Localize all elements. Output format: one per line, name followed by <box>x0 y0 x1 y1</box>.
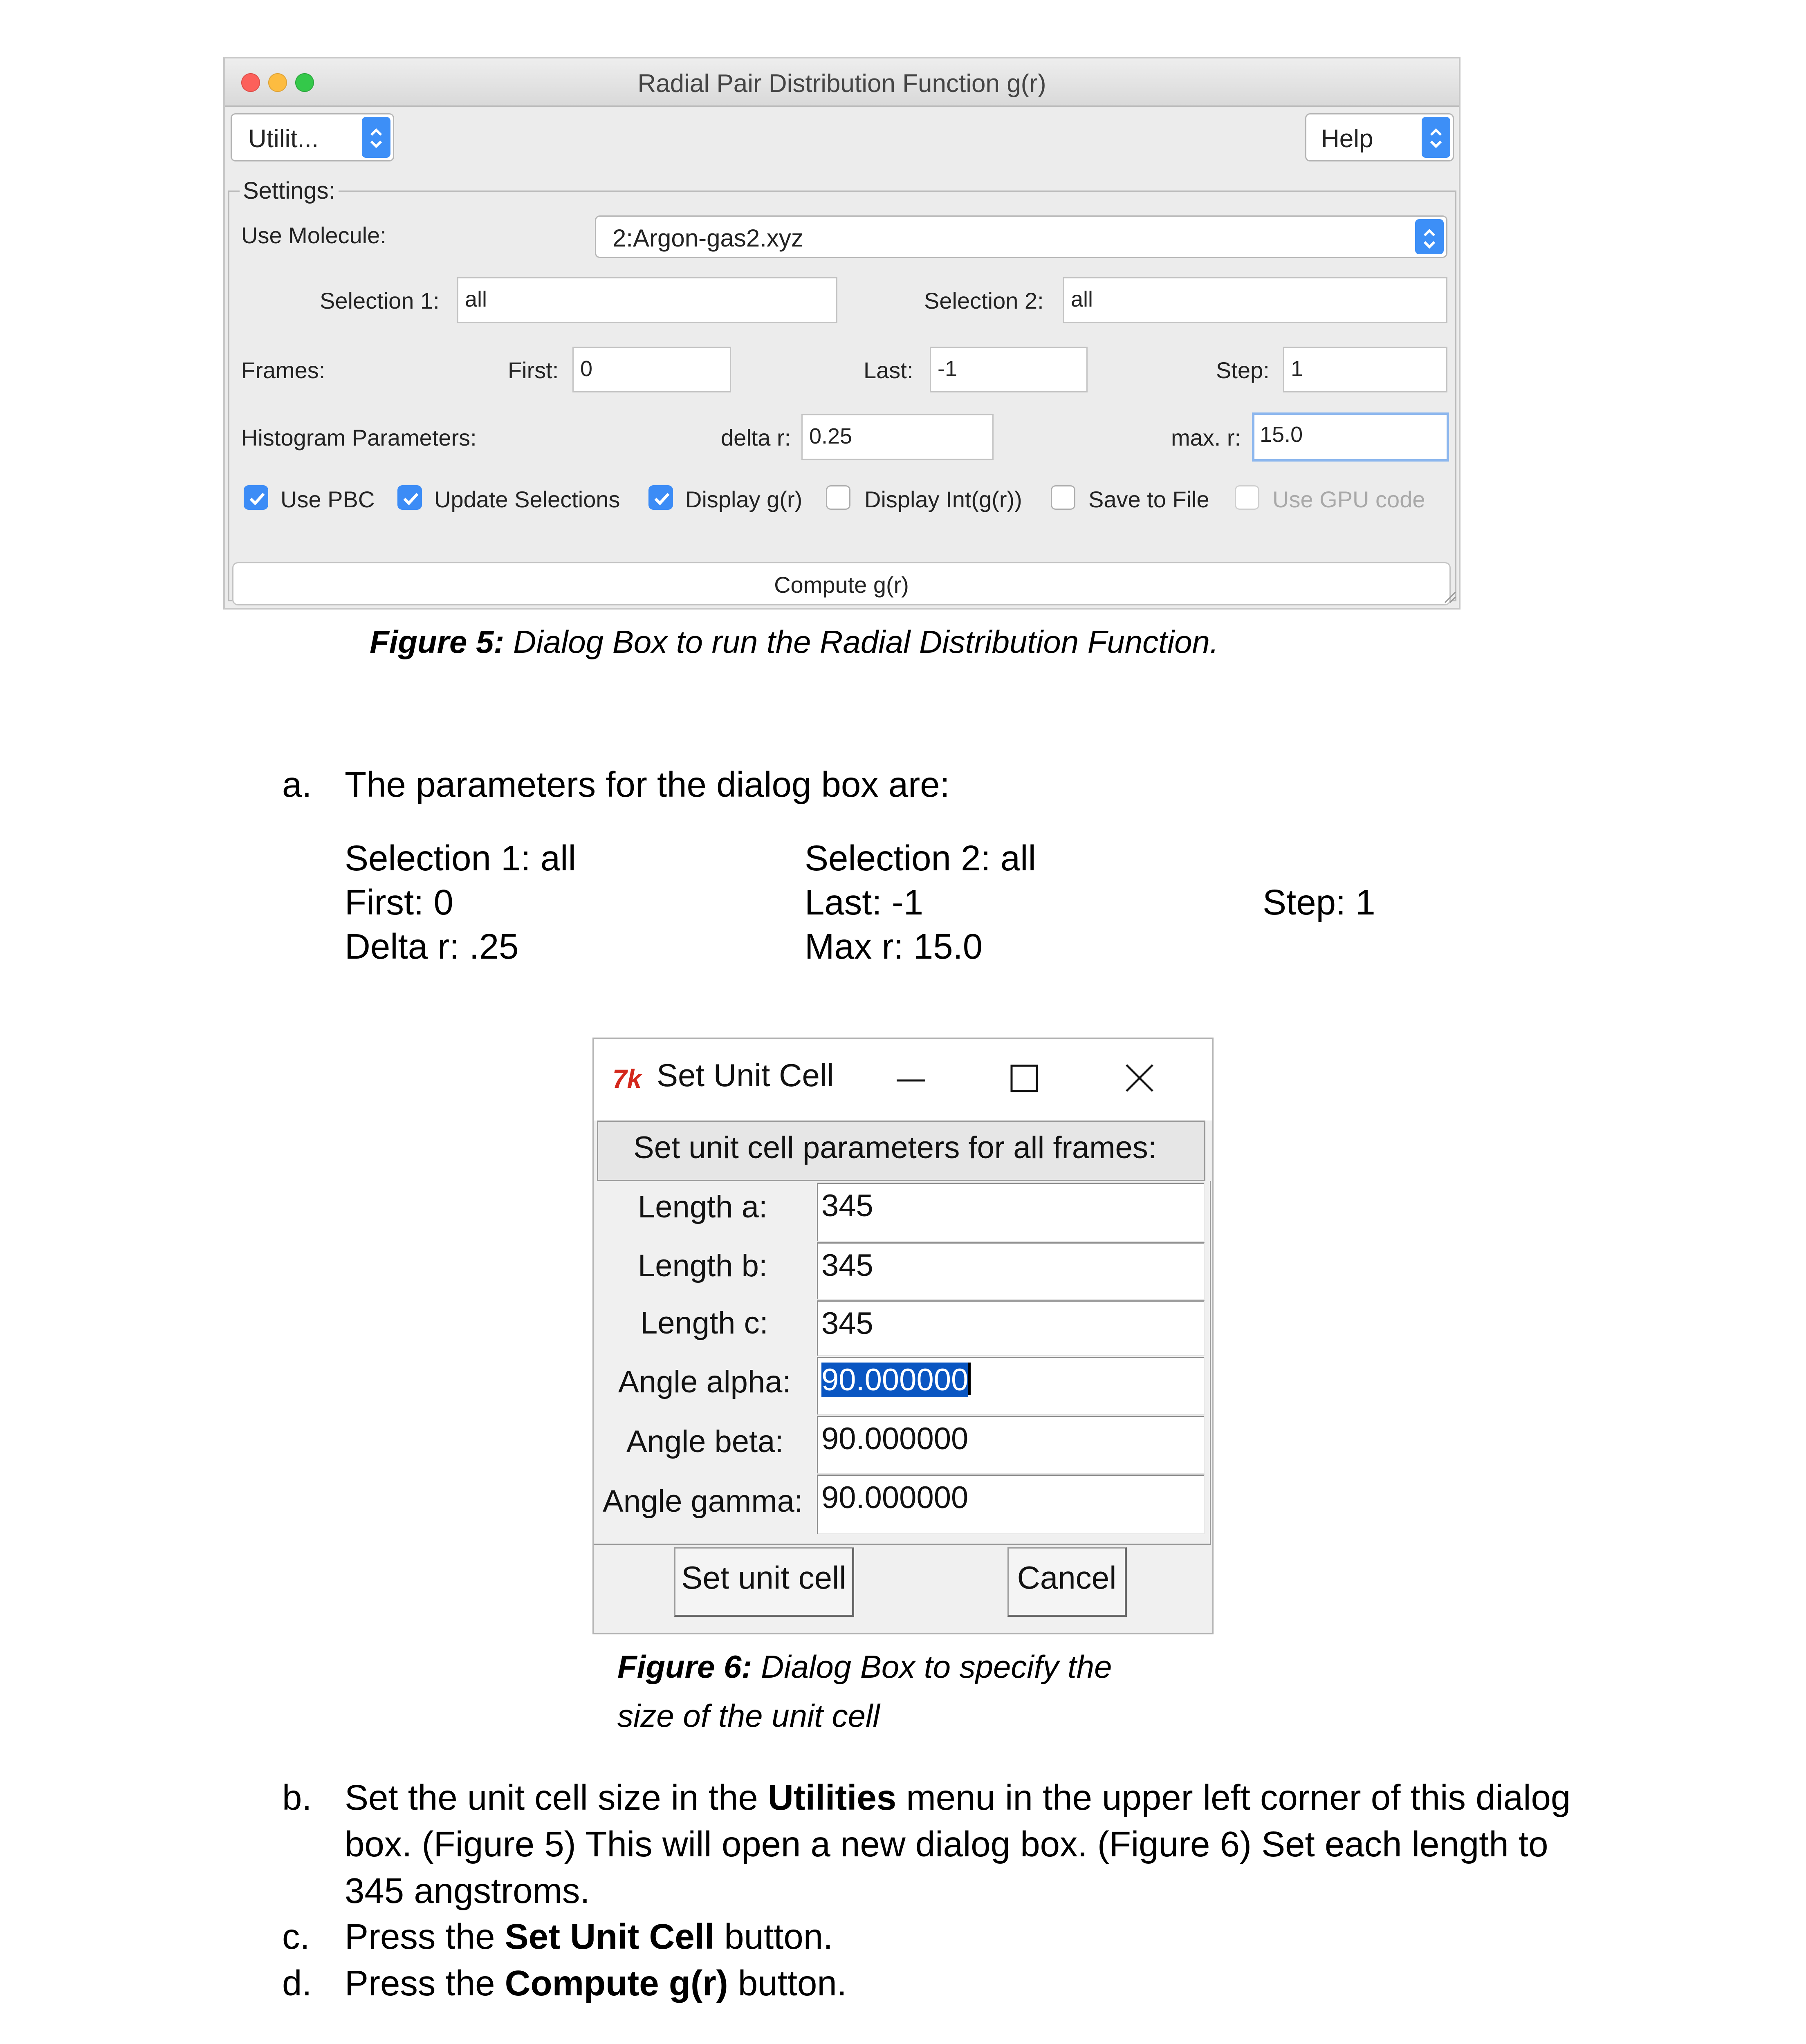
angle-alpha-label: Angle alpha: <box>618 1365 791 1399</box>
utilities-menu-label: Utilit... <box>248 125 319 153</box>
cancel-button[interactable]: Cancel <box>1007 1547 1127 1617</box>
step-b-text1: Set the unit cell size in the <box>345 1778 768 1818</box>
title-bar <box>225 58 1459 107</box>
selection1-input[interactable]: all <box>457 277 837 323</box>
step-c-text1: Press the <box>345 1917 505 1957</box>
angle-beta-input[interactable]: 90.000000 <box>817 1416 1205 1474</box>
figure6-caption-line2: size of the unit cell <box>617 1698 880 1734</box>
figure5-caption <box>370 623 1219 661</box>
histogram-parameters-label: Histogram Parameters: <box>241 425 477 450</box>
checkmark-icon <box>653 491 671 507</box>
delta-r-label: delta r: <box>721 425 791 450</box>
figure5-caption-label: Figure 5: <box>370 624 505 660</box>
rdf-dialog-window <box>223 57 1461 610</box>
use-gpu-checkbox <box>1235 485 1259 510</box>
angle-gamma-input[interactable]: 90.000000 <box>817 1475 1205 1534</box>
svg-text:7k: 7k <box>612 1064 642 1093</box>
display-gr-checkbox[interactable] <box>648 485 673 510</box>
length-a-label: Length a: <box>638 1190 767 1224</box>
compute-gr-button[interactable]: Compute g(r) <box>232 562 1451 605</box>
unit-cell-header: Set unit cell parameters for all frames: <box>597 1121 1205 1181</box>
param-delta-r: Delta r: .25 <box>345 927 519 966</box>
tk-feather-icon <box>612 1064 649 1095</box>
selection2-label: Selection 2: <box>924 288 1044 314</box>
close-icon[interactable] <box>1124 1062 1155 1096</box>
step-c-line <box>345 1914 833 1960</box>
step-b-text2: menu in the upper left corner of this dialog <box>896 1778 1571 1818</box>
molecule-select-value: 2:Argon-gas2.xyz <box>612 224 803 252</box>
delta-r-input[interactable]: 0.25 <box>801 414 994 460</box>
param-selection1: Selection 1: all <box>345 838 576 878</box>
save-to-file-checkbox[interactable] <box>1051 485 1075 510</box>
set-unit-cell-window <box>592 1038 1214 1634</box>
step-b-marker: b. <box>282 1778 312 1818</box>
figure6-caption-line1 <box>617 1648 1112 1685</box>
chevron-updown-icon <box>1415 219 1444 254</box>
first-input[interactable]: 0 <box>572 347 731 392</box>
help-menu[interactable] <box>1305 113 1454 161</box>
length-c-input[interactable]: 345 <box>817 1300 1205 1356</box>
help-menu-label: Help <box>1321 125 1373 153</box>
update-selections-label: Update Selections <box>434 486 620 512</box>
chevron-updown-icon <box>1422 117 1450 158</box>
display-int-gr-checkbox[interactable] <box>826 485 850 510</box>
step-b-bold-utilities: Utilities <box>767 1778 897 1818</box>
last-input[interactable]: -1 <box>930 347 1088 392</box>
length-b-input[interactable]: 345 <box>817 1242 1205 1300</box>
step-c-bold: Set Unit Cell <box>505 1917 715 1957</box>
max-r-input[interactable]: 15.0 <box>1252 412 1449 462</box>
length-a-input[interactable]: 345 <box>817 1183 1205 1242</box>
save-to-file-label: Save to File <box>1088 486 1209 512</box>
step-c-marker: c. <box>282 1917 310 1957</box>
minimize-icon[interactable] <box>896 1076 927 1087</box>
chevron-updown-icon <box>362 117 390 158</box>
length-c-label: Length c: <box>640 1306 768 1340</box>
use-molecule-label: Use Molecule: <box>241 222 386 248</box>
settings-legend: Settings: <box>240 177 339 204</box>
angle-alpha-input[interactable] <box>817 1357 1205 1415</box>
utilities-menu[interactable] <box>231 113 394 161</box>
selection2-input[interactable]: all <box>1063 277 1447 323</box>
angle-gamma-label: Angle gamma: <box>603 1484 803 1519</box>
step-d-text2: button. <box>728 1963 847 2003</box>
step-b-line2: box. (Figure 5) This will open a new dialog box. (Figure 6) Set each length to <box>345 1824 1548 1864</box>
figure6-caption-label: Figure 6: <box>617 1649 752 1685</box>
step-d-marker: d. <box>282 1963 312 2003</box>
param-last: Last: -1 <box>805 883 924 922</box>
text-cursor <box>968 1363 971 1395</box>
checkmark-icon <box>402 491 420 507</box>
step-a-marker: a. <box>282 765 312 805</box>
step-d-bold: Compute g(r) <box>505 1963 728 2003</box>
molecule-select[interactable] <box>595 215 1447 258</box>
param-step: Step: 1 <box>1263 883 1375 922</box>
figure5-caption-text: Dialog Box to run the Radial Distribution Function. <box>504 624 1219 660</box>
angle-beta-label: Angle beta: <box>626 1424 784 1459</box>
step-input[interactable]: 1 <box>1283 347 1447 392</box>
step-label: Step: <box>1216 357 1270 383</box>
param-max-r: Max r: 15.0 <box>805 927 983 966</box>
first-label: First: <box>508 357 559 383</box>
title-bar <box>594 1039 1212 1121</box>
use-pbc-checkbox[interactable] <box>244 485 268 510</box>
max-r-label: max. r: <box>1171 425 1241 450</box>
step-d-text1: Press the <box>345 1963 505 2003</box>
frames-label: Frames: <box>241 357 325 383</box>
step-c-text2: button. <box>714 1917 833 1957</box>
resize-grip-icon[interactable] <box>1440 587 1456 605</box>
selection1-label: Selection 1: <box>320 288 440 314</box>
param-selection2: Selection 2: all <box>805 838 1036 878</box>
step-b-line3: 345 angstroms. <box>345 1871 590 1911</box>
window-title: Set Unit Cell <box>657 1057 834 1093</box>
window-title: Radial Pair Distribution Function g(r) <box>637 69 1046 98</box>
figure6-caption-text: Dialog Box to specify the <box>752 1649 1112 1685</box>
use-pbc-label: Use PBC <box>280 486 375 512</box>
update-selections-checkbox[interactable] <box>397 485 422 510</box>
set-unit-cell-button[interactable]: Set unit cell <box>674 1547 854 1617</box>
last-label: Last: <box>864 357 913 383</box>
use-gpu-label: Use GPU code <box>1272 486 1425 512</box>
step-b-line1 <box>345 1775 1570 1821</box>
param-first: First: 0 <box>345 883 453 922</box>
checkmark-icon <box>248 491 266 507</box>
maximize-icon[interactable] <box>1010 1064 1039 1095</box>
display-int-gr-label: Display Int(g(r)) <box>864 486 1022 512</box>
display-gr-label: Display g(r) <box>685 486 803 512</box>
step-a-text: The parameters for the dialog box are: <box>345 765 950 805</box>
angle-alpha-selected-text: 90.000000 <box>821 1363 969 1397</box>
step-d-line <box>345 1961 847 2006</box>
length-b-label: Length b: <box>638 1248 767 1283</box>
